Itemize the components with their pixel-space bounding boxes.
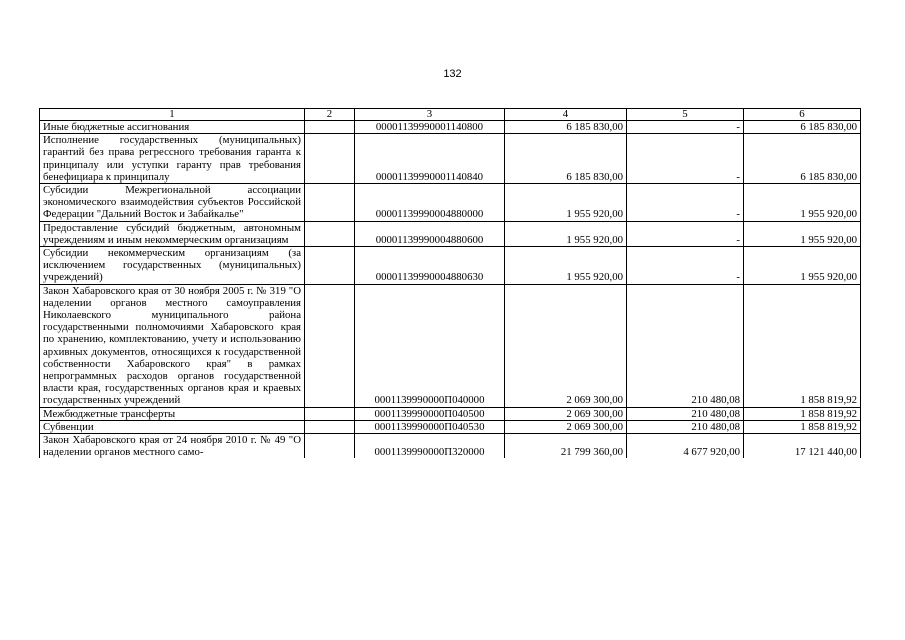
row-value-6: 1 858 819,92 xyxy=(744,284,861,407)
row-value-6: 1 955 920,00 xyxy=(744,221,861,246)
row-name: Исполнение государственных (муниципальных) гарантий без права регрессного требования гаранта к принципалу или уступки гаранту прав требования бенефициара к принципалу xyxy=(40,134,305,184)
row-name: Закон Хабаровского края от 30 ноября 2005 г. № 319 "О наделении органов местного самоуправления Николаевского муниципального района государственными полномочиями Хабаровского края по хранению, комплектованию, учету и использованию архивных документов, относящихся к государственной собственности Хабаровского края" в рамках непрограммных расходов органов государственной власти края, государственных органов края и краевых государственных учреждений xyxy=(40,284,305,407)
row-value-4: 6 185 830,00 xyxy=(505,121,627,134)
row-col2 xyxy=(305,284,355,407)
row-value-5: 4 677 920,00 xyxy=(627,434,744,459)
row-col2 xyxy=(305,121,355,134)
row-value-6: 1 858 819,92 xyxy=(744,407,861,420)
row-value-4: 1 955 920,00 xyxy=(505,221,627,246)
row-col2 xyxy=(305,407,355,420)
table-row xyxy=(40,221,861,246)
table-row xyxy=(40,134,861,184)
row-code: 00001139990004880600 xyxy=(355,221,505,246)
row-code: 0001139990000П040500 xyxy=(355,407,505,420)
row-name: Субсидии некоммерческим организациям (за исключением государственных (муниципальных) учреждений) xyxy=(40,247,305,285)
table-row xyxy=(40,121,861,134)
table-row xyxy=(40,420,861,433)
column-header: 3 xyxy=(355,109,505,121)
row-code: 00001139990004880630 xyxy=(355,247,505,285)
row-value-4: 2 069 300,00 xyxy=(505,284,627,407)
row-value-5: - xyxy=(627,221,744,246)
row-code: 0001139990000П040530 xyxy=(355,420,505,433)
row-code: 00001139990001140800 xyxy=(355,121,505,134)
column-header: 1 xyxy=(40,109,305,121)
row-col2 xyxy=(305,420,355,433)
row-value-4: 21 799 360,00 xyxy=(505,434,627,459)
table-row xyxy=(40,247,861,285)
row-code: 0001139990000П040000 xyxy=(355,284,505,407)
column-header: 4 xyxy=(505,109,627,121)
table-row xyxy=(40,184,861,222)
row-value-6: 6 185 830,00 xyxy=(744,134,861,184)
row-col2 xyxy=(305,247,355,285)
row-col2 xyxy=(305,434,355,459)
row-name: Предоставление субсидий бюджетным, автономным учреждениям и иным некоммерческим организациям xyxy=(40,221,305,246)
row-value-6: 17 121 440,00 xyxy=(744,434,861,459)
row-col2 xyxy=(305,184,355,222)
row-code: 0001139990000П320000 xyxy=(355,434,505,459)
header-row xyxy=(40,109,861,121)
column-header: 5 xyxy=(627,109,744,121)
row-value-6: 1 955 920,00 xyxy=(744,247,861,285)
table-row xyxy=(40,284,861,407)
table-row xyxy=(40,434,861,459)
row-value-4: 2 069 300,00 xyxy=(505,420,627,433)
page-number: 132 xyxy=(443,68,462,80)
table-row xyxy=(40,407,861,420)
column-header: 2 xyxy=(305,109,355,121)
row-value-5: 210 480,08 xyxy=(627,407,744,420)
row-name: Субвенции xyxy=(40,420,305,433)
row-value-6: 1 858 819,92 xyxy=(744,420,861,433)
row-value-4: 1 955 920,00 xyxy=(505,184,627,222)
row-value-4: 2 069 300,00 xyxy=(505,407,627,420)
column-header: 6 xyxy=(744,109,861,121)
row-name: Закон Хабаровского края от 24 ноября 2010 г. № 49 "О наделении органов местного само- xyxy=(40,434,305,459)
row-value-4: 1 955 920,00 xyxy=(505,247,627,285)
row-value-6: 1 955 920,00 xyxy=(744,184,861,222)
row-value-5: 210 480,08 xyxy=(627,420,744,433)
budget-table xyxy=(39,108,861,458)
row-value-5: - xyxy=(627,184,744,222)
row-code: 00001139990001140840 xyxy=(355,134,505,184)
row-value-5: - xyxy=(627,134,744,184)
row-name: Иные бюджетные ассигнования xyxy=(40,121,305,134)
row-code: 00001139990004880000 xyxy=(355,184,505,222)
row-col2 xyxy=(305,134,355,184)
row-value-4: 6 185 830,00 xyxy=(505,134,627,184)
row-name: Межбюджетные трансферты xyxy=(40,407,305,420)
row-col2 xyxy=(305,221,355,246)
row-value-5: - xyxy=(627,247,744,285)
row-value-5: - xyxy=(627,121,744,134)
row-name: Субсидии Межрегиональной ассоциации экономического взаимодействия субъектов Российской Федерации "Дальний Восток и Забайкалье" xyxy=(40,184,305,222)
row-value-6: 6 185 830,00 xyxy=(744,121,861,134)
row-value-5: 210 480,08 xyxy=(627,284,744,407)
